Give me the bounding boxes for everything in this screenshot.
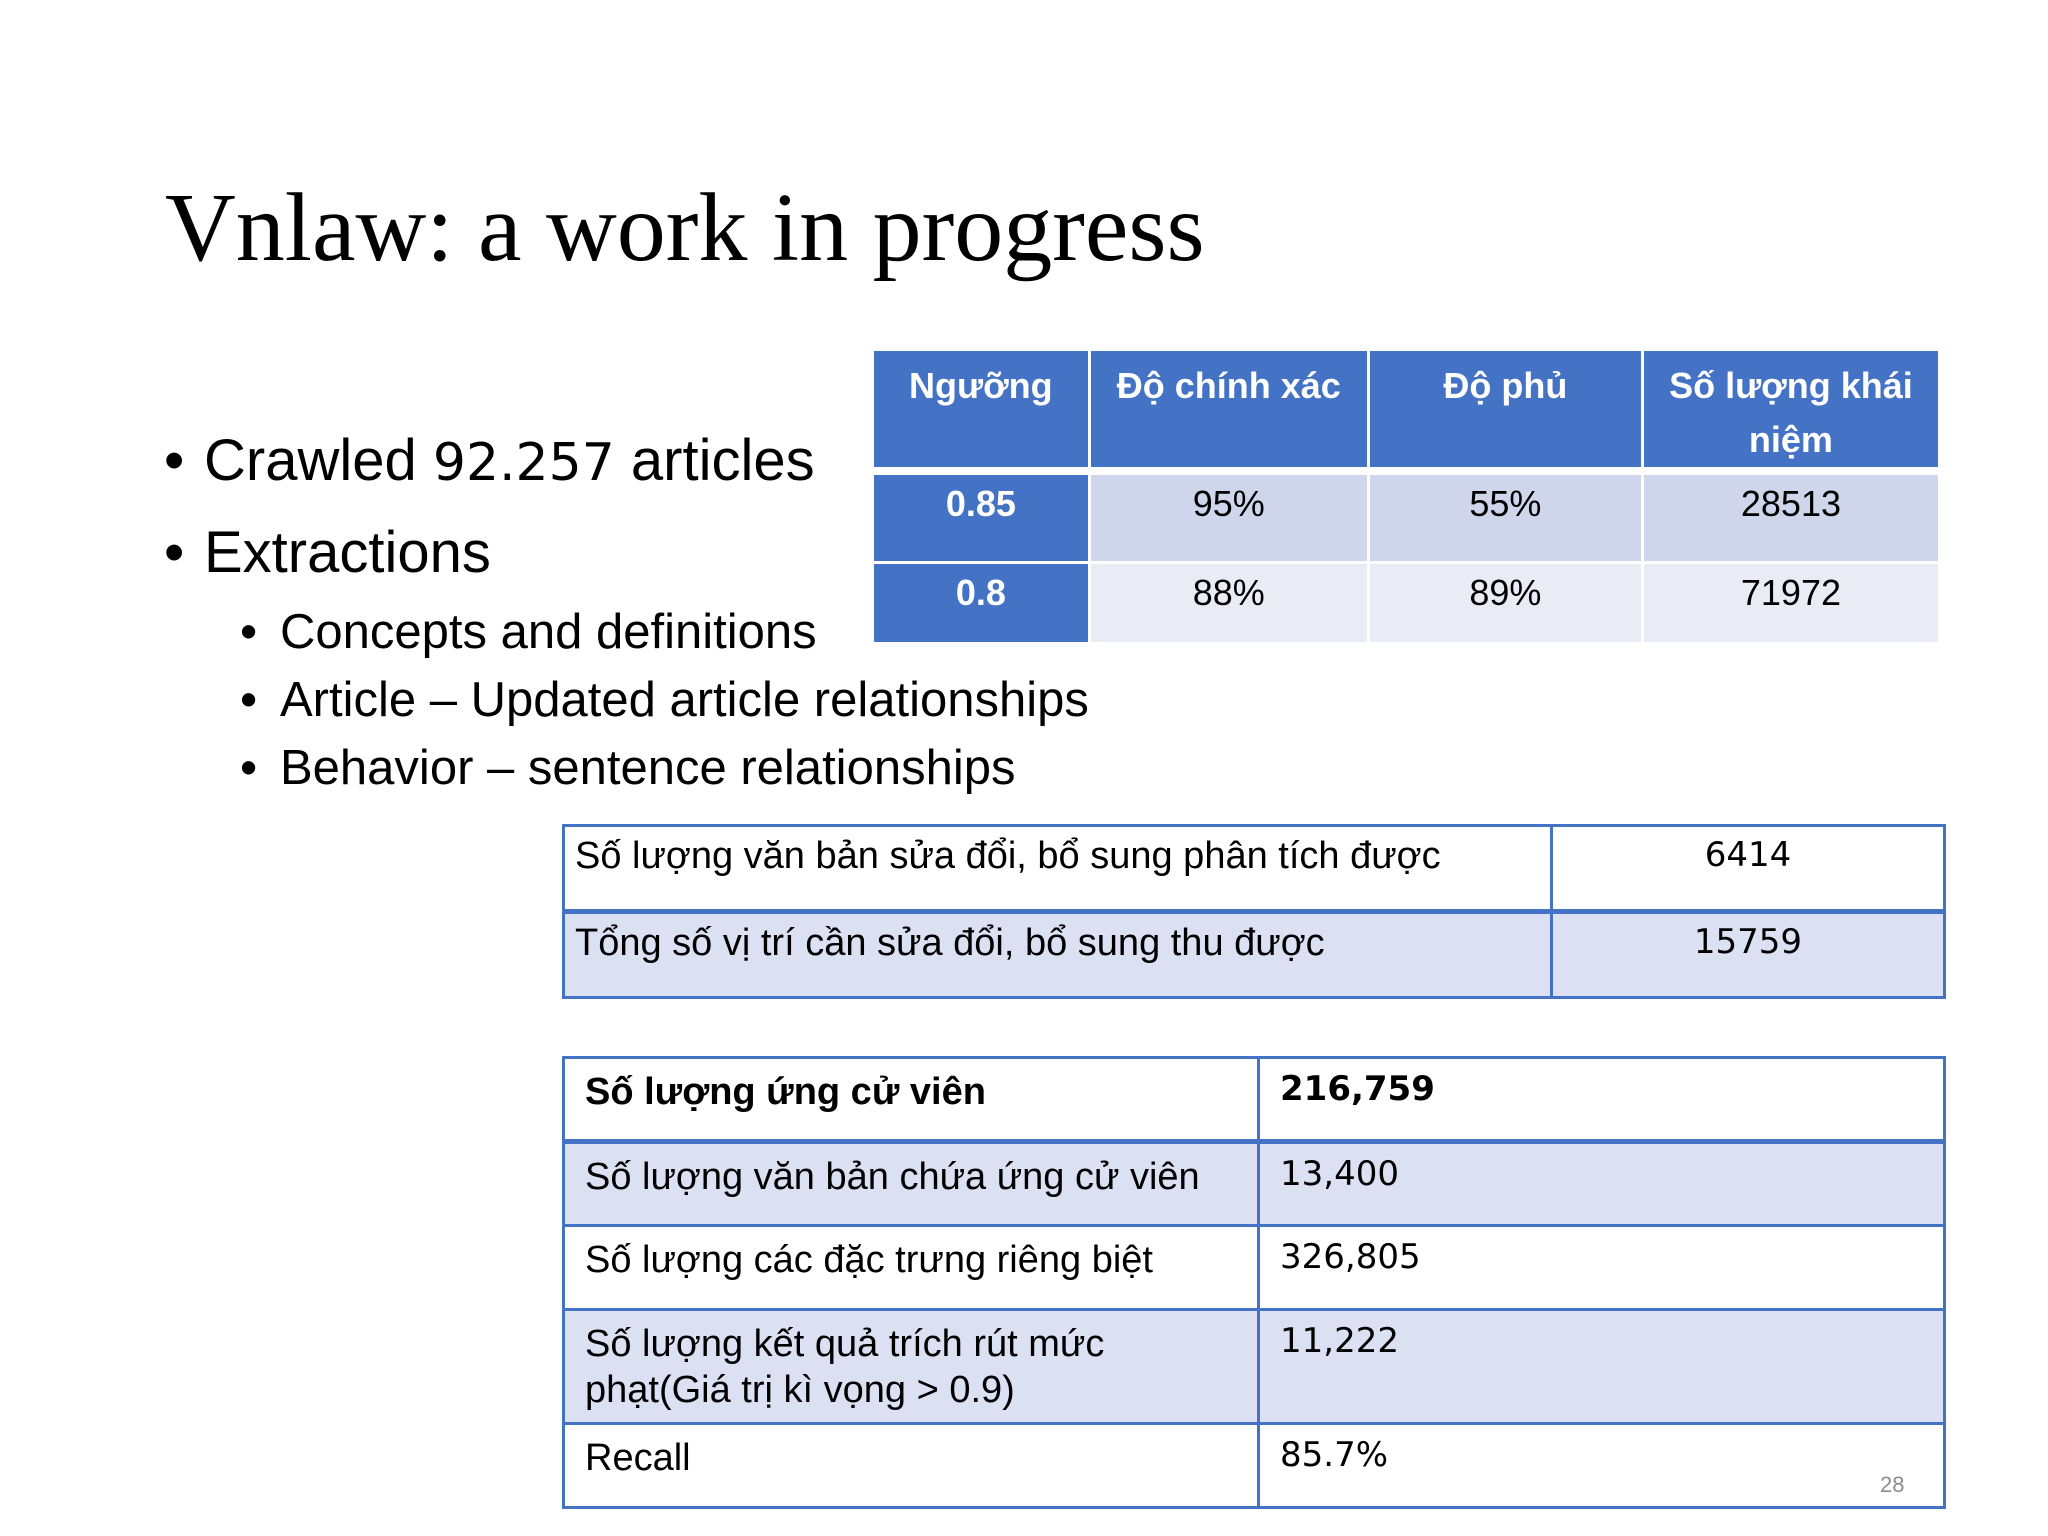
sub-bullet-article-relationships: • Article – Updated article relationships <box>160 666 1089 734</box>
candidate-label: Số lượng ứng cử viên <box>564 1058 1259 1142</box>
amendment-label: Số lượng văn bản sửa đổi, bổ sung phân tích được <box>564 826 1552 912</box>
precision-value: 95% <box>1089 471 1368 563</box>
candidate-label: Recall <box>564 1424 1259 1508</box>
candidate-value: 216,759 <box>1259 1058 1945 1142</box>
table-row <box>564 1058 1945 1142</box>
candidate-label: Số lượng các đặc trưng riêng biệt <box>564 1226 1259 1310</box>
crawled-prefix: Crawled <box>204 428 433 493</box>
amendments-table <box>562 824 1946 999</box>
crawled-suffix: articles <box>614 428 815 493</box>
table-row <box>564 1424 1945 1508</box>
sub-bullet-behavior-relationships: • Behavior – sentence relationships <box>160 734 1089 802</box>
threshold-value: 0.8 <box>873 563 1090 644</box>
amendment-label: Tổng số vị trí cần sửa đổi, bổ sung thu được <box>564 912 1552 998</box>
candidate-label: Số lượng văn bản chứa ứng cử viên <box>564 1142 1259 1226</box>
threshold-value: 0.85 <box>873 471 1090 563</box>
table-row <box>564 912 1945 998</box>
amendment-value: 15759 <box>1552 912 1945 998</box>
table-row <box>564 1310 1945 1424</box>
bullet-extractions: • Extractions <box>160 508 1089 598</box>
recall-value: 55% <box>1368 471 1642 563</box>
sub-bullet-concepts: • Concepts and definitions <box>160 598 1089 666</box>
table-row <box>564 826 1945 912</box>
candidate-label: Số lượng kết quả trích rút mức phạt(Giá trị kì vọng > 0.9) <box>564 1310 1259 1424</box>
precision-value: 88% <box>1089 563 1368 644</box>
candidate-value: 85.7% <box>1259 1424 1945 1508</box>
candidate-value: 326,805 <box>1259 1226 1945 1310</box>
candidate-value: 11,222 <box>1259 1310 1945 1424</box>
header-recall: Độ phủ <box>1368 350 1642 472</box>
recall-value: 89% <box>1368 563 1642 644</box>
candidates-table <box>562 1056 1946 1509</box>
page-number: 28 <box>1880 1472 1905 1497</box>
header-threshold: Ngưỡng <box>873 350 1090 472</box>
table-row <box>873 471 1940 563</box>
table-row <box>564 1142 1945 1226</box>
slide-title: Vnlaw: a work in progress <box>165 174 1205 282</box>
candidate-value: 13,400 <box>1259 1142 1945 1226</box>
header-concept-count: Số lượng khái niệm <box>1642 350 1939 472</box>
threshold-table <box>871 348 1941 645</box>
crawled-count: 92.257 <box>432 433 615 493</box>
amendment-value: 6414 <box>1552 826 1945 912</box>
concept-count-value: 28513 <box>1642 471 1939 563</box>
table-row <box>564 1226 1945 1310</box>
table-row <box>873 563 1940 644</box>
header-precision: Độ chính xác <box>1089 350 1368 472</box>
threshold-header-row <box>873 350 1940 472</box>
concept-count-value: 71972 <box>1642 563 1939 644</box>
